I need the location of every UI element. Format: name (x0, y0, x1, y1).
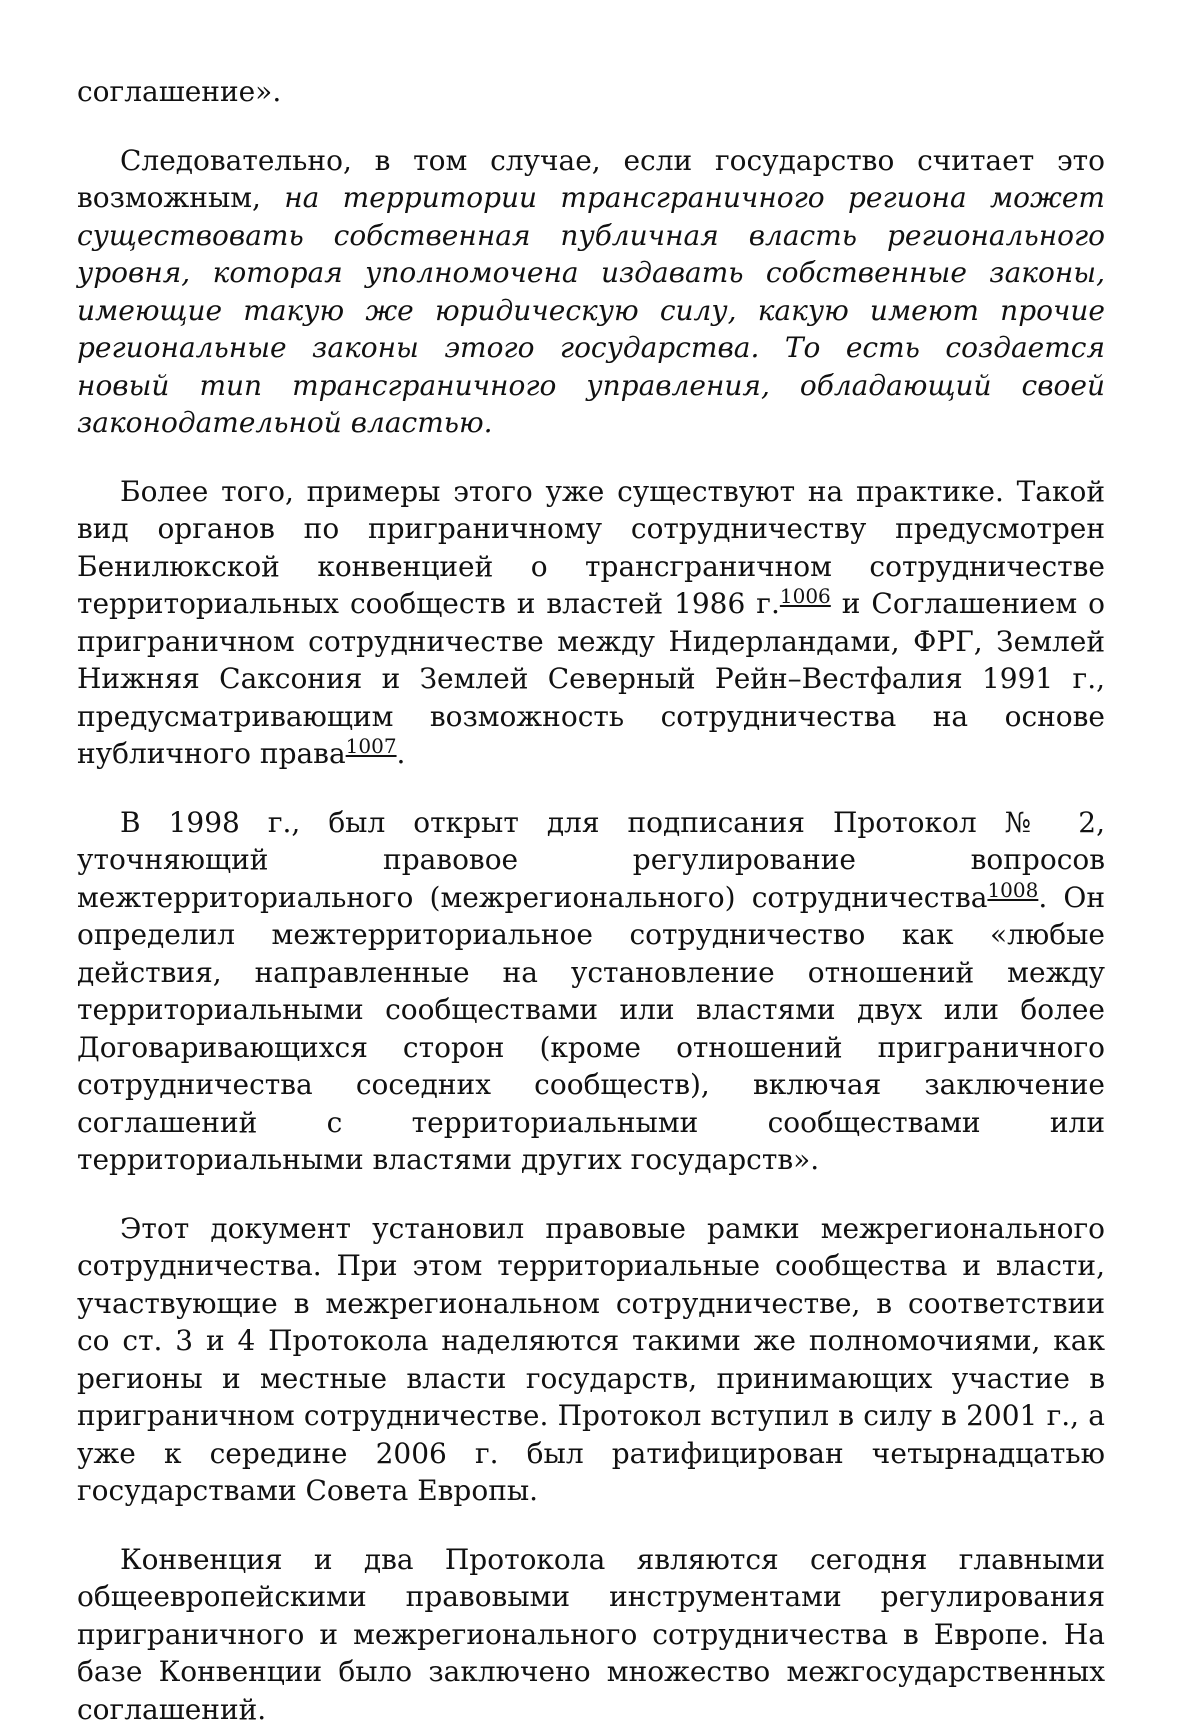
paragraph-legal-framework (77, 1210, 1105, 1510)
paragraph-protocol-2 (77, 804, 1105, 1179)
paragraph-benelux-examples (77, 473, 1105, 773)
paragraph-conclusion (77, 1541, 1105, 1728)
paragraph-text: Конвенция и два Протокола являются сегодня главными общеевропейскими правовыми инструментами регулирования приграничного и межрегионального сотрудничества в Европе. На базе Конвенции было заключено множество межгосударственных соглашений. (77, 1543, 1105, 1726)
paragraph-text-part-b: . Он определил межтерриториальное сотрудничество как «любые действия, направленные на установление отношений между территориальными сообществами или властями двух или более Договаривающихся сторон (кроме отношений приграничного сотрудничества соседних сообществ), включая заключение соглашений с территориальными сообществами или территориальными властями других государств». (77, 881, 1105, 1177)
paragraph-text-part-a: Более того, примеры этого уже существуют на практике. Такой вид органов по приграничному сотрудничеству предусмотрен Бенилюкской конвенцией о трансграничном сотрудничестве территориальных сообществ и властей 1986 г. (77, 475, 1105, 621)
paragraph-text-part-b: и Соглашением о приграничном сотрудничестве между Нидерландами, ФРГ, Землей Нижняя Саксония и Землей Северный Рейн–Вестфалия 1991 г., предусматривающим возможность сотрудничества на основе нубличного права (77, 587, 1105, 770)
paragraph-lead-text: Следовательно, в том случае, если государство считает это возможным, (77, 144, 1105, 215)
paragraph-text: Этот документ установил правовые рамки межрегионального сотрудничества. При этом территориальные сообщества и власти, участвующие в межрегиональном сотрудничестве, в соответствии со ст. 3 и 4 Протокола наделяются такими же полномочиями, как регионы и местные власти государств, принимающих участие в приграничном сотрудничестве. Протокол вступил в силу в 2001 г., а уже к середине 2006 г. был ратифицирован четырнадцатью государствами Совета Европы. (77, 1212, 1105, 1508)
footnote-ref-1007[interactable]: 1007 (346, 734, 397, 758)
paragraph-state-power (77, 142, 1105, 442)
paragraph-emphasis-text: на территории трансграничного региона может существовать собственная публичная власть регионального уровня, которая уполномочена издавать собственные законы, имеющие такую же юридическую силу, какую имеют прочие региональные законы этого государства. То есть создается новый тип трансграничного управления, обладающий своей законодательной властью. (77, 181, 1105, 439)
footnote-ref-1006[interactable]: 1006 (780, 584, 831, 608)
paragraph-text: соглашение». (77, 75, 281, 108)
footnote-ref-1008[interactable]: 1008 (987, 878, 1038, 902)
paragraph-continuation (77, 73, 1105, 111)
paragraph-text-part-c: . (397, 737, 406, 770)
paragraph-text-part-a: В 1998 г., был открыт для подписания Протокол № 2, уточняющий правовое регулирование вопросов межтерриториального (межрегионального) сотрудничества (77, 806, 1105, 914)
